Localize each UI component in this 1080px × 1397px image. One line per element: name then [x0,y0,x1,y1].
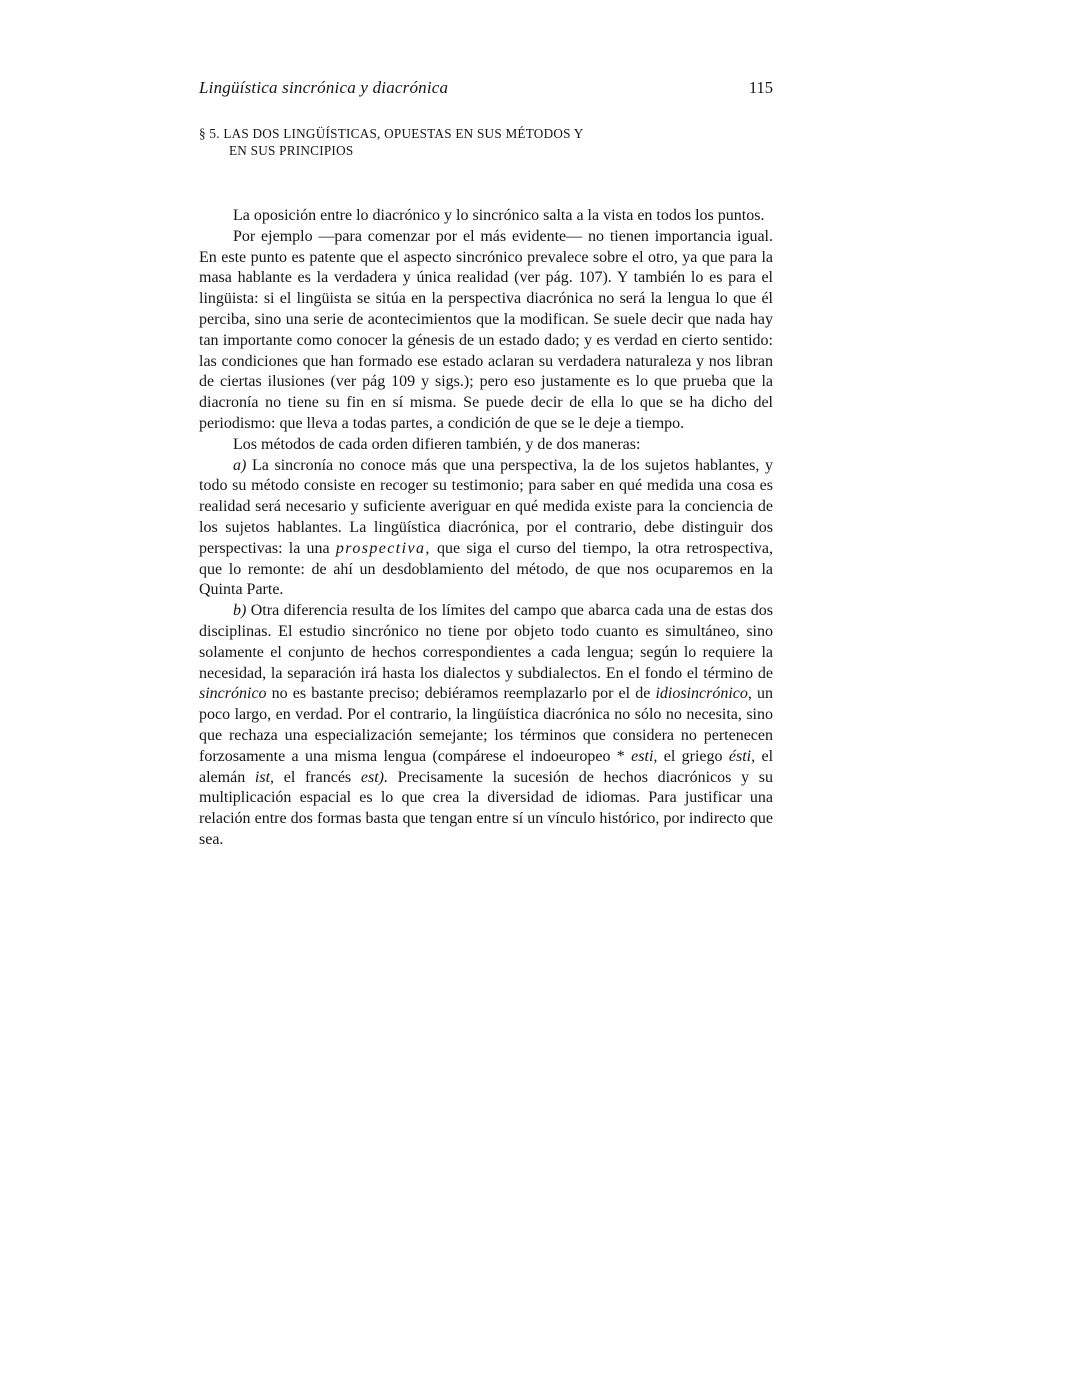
text-run: Otra diferencia resulta de los límites del campo que abarca cada una de estas dos disciplinas. El estudio sincrónico no tiene por objeto todo cuanto es simultáneo, sino solamente el conjunto de hechos correspondientes a cada lengua; según lo requiere la necesidad, la separación irá hasta los dialectos y subdialectos. En el fondo el término de [199,602,773,682]
section-heading-line2: EN SUS PRINCIPIOS [229,143,354,158]
text-run: el francés [274,768,361,786]
text-run: b) [233,602,247,620]
section-heading [199,125,773,159]
text-run: La oposición entre lo diacrónico y lo sincrónico salta a la vista en todos los puntos. [233,207,765,224]
paragraph [199,601,773,851]
text-run: prospectiva, [335,539,431,557]
text-run: un poco largo, en verdad. Por el contrario, la lingüística diacrónica no sólo no necesita, sino que rechaza una especialización semejante; los términos que considera no pertenecen forzosamente a una misma lengua (compárese el indoeuropeo * [199,685,774,765]
paragraph [199,227,773,435]
text-run: que siga el curso del tiempo, la otra retrospectiva, que lo remonte: de ahí un desdoblamiento del método, de que nos ocuparemos en la Quinta Parte. [199,539,774,599]
text-run: Por ejemplo —para comenzar por el más evidente— no tienen importancia igual. En este punto es patente que el aspecto sincrónico prevalece sobre el otro, ya que para la masa hablante es la verdadera y única realidad (ver pág. 107). Y también lo es para el lingüista: si el lingüista se sitúa en la perspectiva diacrónica no será la lengua lo que él perciba, sino una serie de acontecimientos que la modifican. Se suele decir que nada hay tan importante como conocer la génesis de un estado dado; y es verdad en cierto sentido: las condiciones que han formado ese estado aclaran su verdadera naturaleza y nos libran de ciertas ilusiones (ver pág 109 y sigs.); pero eso justamente es lo que prueba que la diacronía no tiene su fin en sí misma. Se puede decir de ella lo que se ha dicho del periodismo: que lleva a todas partes, a condición de que se le deje a tiempo. [199,227,773,432]
running-title: Lingüística sincrónica y diacrónica [199,78,449,97]
text-run: el griego [657,747,729,765]
text-run: ésti, [728,747,756,765]
paragraph [199,456,773,602]
text-run: el alemán [199,747,774,786]
text-run: idiosincrónico, [655,685,752,703]
text-run: Precisamente la sucesión de hechos diacrónicos y su multiplicación espacial es lo que crea la diversidad de idiomas. Para justificar una relación entre dos formas basta que tengan entre sí un vínculo histórico, por indirecto que sea. [199,768,774,848]
text-run: no es bastante preciso; debiéramos reemplazarlo por el de [266,685,656,703]
text-run: Los métodos de cada orden difieren también, y de dos maneras: [233,435,641,453]
page-number: 115 [748,78,773,97]
text-run: a) [233,456,247,474]
paragraph [199,206,773,227]
text-run: ist, [254,768,275,786]
text-run: sincrónico [199,685,267,703]
paragraph [199,435,773,456]
page-content [199,78,773,851]
text-run: est). [360,768,388,786]
text-run: La sincronía no conoce más que una perspectiva, la de los sujetos hablantes, y todo su método consiste en recoger su testimonio; para saber en qué medida una cosa es realidad será necesario y suficiente averiguar en qué medida existe para la conciencia de los sujetos hablantes. La lingüística diacrónica, por el contrario, debe distinguir dos perspectivas: la una [199,456,773,557]
text-run: esti, [631,747,658,765]
body-text [199,206,773,851]
section-heading-line1: § 5. LAS DOS LINGÜÍSTICAS, OPUESTAS EN SUS MÉTODOS Y [199,126,584,141]
page-header [199,78,773,98]
